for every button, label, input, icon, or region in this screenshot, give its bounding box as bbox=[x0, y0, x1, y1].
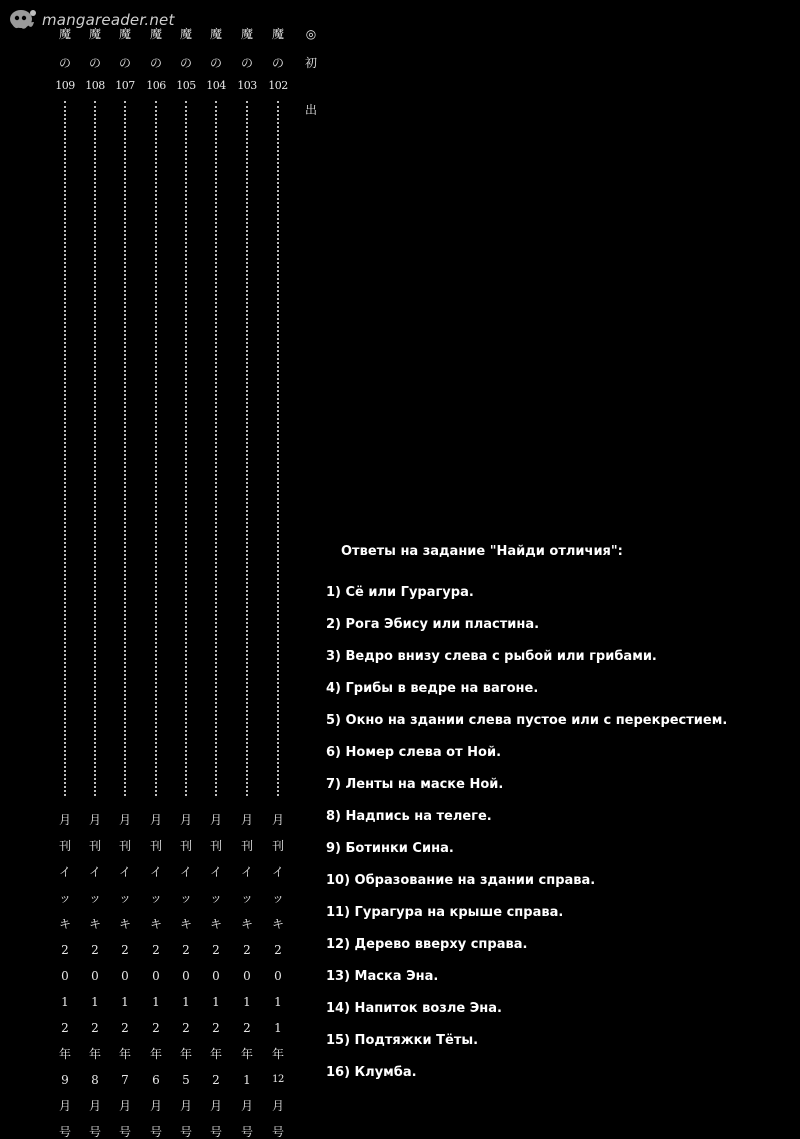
credit-issue-glyph: 1 bbox=[152, 995, 160, 1009]
credit-issue-glyph: キ bbox=[209, 917, 222, 931]
credit-issue-glyph: 2 bbox=[61, 943, 69, 957]
credit-top-glyph: の bbox=[271, 56, 284, 70]
credit-issue-glyph: 0 bbox=[243, 969, 251, 983]
credit-issue-glyph: 月 bbox=[118, 1099, 131, 1113]
credit-chapter-number: 102 bbox=[268, 79, 288, 92]
credit-issue-glyph: キ bbox=[118, 917, 131, 931]
first-pub-glyph: 初 bbox=[304, 56, 317, 70]
credit-issue-glyph: ッ bbox=[88, 891, 101, 905]
credit-issue-glyph: 月 bbox=[58, 813, 71, 827]
credit-issue-glyph: 1 bbox=[61, 995, 69, 1009]
credit-issue-glyph: 号 bbox=[209, 1125, 222, 1139]
credit-issue-glyph: 9 bbox=[61, 1073, 69, 1087]
credit-issue-glyph: 0 bbox=[212, 969, 220, 983]
credit-issue-glyph: ッ bbox=[271, 891, 284, 905]
answer-item: 5) Окно на здании слева пустое или с перекрестием. bbox=[326, 713, 728, 728]
credit-issue-glyph: イ bbox=[209, 865, 222, 879]
credit-issue-glyph: 0 bbox=[152, 969, 160, 983]
credit-top-glyph: 魔 bbox=[58, 27, 71, 41]
answer-item: 8) Надпись на телеге. bbox=[326, 809, 492, 824]
answer-item: 12) Дерево вверху справа. bbox=[326, 937, 528, 952]
credit-issue-glyph: 月 bbox=[209, 813, 222, 827]
credit-issue-glyph: 号 bbox=[179, 1125, 192, 1139]
credit-issue-glyph: ッ bbox=[209, 891, 222, 905]
credit-issue-glyph: 月 bbox=[271, 813, 284, 827]
credit-issue-glyph: 刊 bbox=[240, 839, 253, 853]
answer-item: 10) Образование на здании справа. bbox=[326, 873, 596, 888]
credit-issue-glyph: 月 bbox=[118, 813, 131, 827]
credit-issue-glyph: 年 bbox=[179, 1047, 192, 1061]
credit-issue-glyph: ッ bbox=[58, 891, 71, 905]
answer-item: 9) Ботинки Сина. bbox=[326, 841, 454, 856]
credit-issue-glyph: 2 bbox=[91, 943, 99, 957]
answer-item: 1) Сё или Гурагура. bbox=[326, 585, 474, 600]
credit-issue-glyph: イ bbox=[149, 865, 162, 879]
credit-issue-glyph: 2 bbox=[212, 1073, 220, 1087]
credit-top-glyph: 魔 bbox=[88, 27, 101, 41]
credit-issue-glyph: イ bbox=[88, 865, 101, 879]
first-pub-glyph: 出 bbox=[304, 103, 317, 117]
credit-issue-glyph: 年 bbox=[240, 1047, 253, 1061]
dotted-leader bbox=[64, 101, 66, 796]
credit-issue-glyph: キ bbox=[58, 917, 71, 931]
credit-issue-glyph: 刊 bbox=[271, 839, 284, 853]
credit-chapter-number: 108 bbox=[85, 79, 105, 92]
dotted-leader bbox=[185, 101, 187, 796]
credit-issue-glyph: 月 bbox=[209, 1099, 222, 1113]
credit-issue-glyph: 月 bbox=[58, 1099, 71, 1113]
credit-issue-glyph: 年 bbox=[271, 1047, 284, 1061]
credit-issue-glyph: 1 bbox=[243, 995, 251, 1009]
credit-chapter-number: 105 bbox=[176, 79, 196, 92]
answer-item: 14) Напиток возле Эна. bbox=[326, 1001, 502, 1016]
answer-item: 11) Гурагура на крыше справа. bbox=[326, 905, 564, 920]
credit-issue-glyph: 2 bbox=[91, 1021, 99, 1035]
credit-issue-glyph: 月 bbox=[271, 1099, 284, 1113]
credit-issue-glyph: 2 bbox=[212, 943, 220, 957]
answer-item: 2) Рога Эбису или пластина. bbox=[326, 617, 540, 632]
credit-issue-glyph: 1 bbox=[274, 995, 282, 1009]
credit-issue-glyph: イ bbox=[118, 865, 131, 879]
answer-item: 6) Номер слева от Ной. bbox=[326, 745, 502, 760]
credit-issue-glyph: 2 bbox=[182, 943, 190, 957]
credit-top-glyph: の bbox=[240, 56, 253, 70]
ghost-logo-icon bbox=[8, 7, 38, 33]
answer-item: 15) Подтяжки Тёты. bbox=[326, 1033, 479, 1048]
credit-top-glyph: の bbox=[149, 56, 162, 70]
credit-issue-glyph: 年 bbox=[209, 1047, 222, 1061]
credit-issue-glyph: 月 bbox=[88, 1099, 101, 1113]
credit-chapter-number: 104 bbox=[206, 79, 226, 92]
credit-issue-glyph: ッ bbox=[118, 891, 131, 905]
first-pub-glyph: ◎ bbox=[305, 27, 317, 41]
credit-issue-glyph: 0 bbox=[121, 969, 129, 983]
credit-issue-glyph: 12 bbox=[272, 1074, 284, 1085]
credit-chapter-number: 103 bbox=[237, 79, 257, 92]
credit-issue-glyph: 月 bbox=[179, 1099, 192, 1113]
credit-issue-glyph: 号 bbox=[118, 1125, 131, 1139]
credit-top-glyph: の bbox=[88, 56, 101, 70]
credit-issue-glyph: 号 bbox=[271, 1125, 284, 1139]
credit-issue-glyph: 1 bbox=[212, 995, 220, 1009]
credit-chapter-number: 109 bbox=[55, 79, 75, 92]
credit-top-glyph: の bbox=[118, 56, 131, 70]
credit-issue-glyph: 月 bbox=[179, 813, 192, 827]
credit-issue-glyph: 2 bbox=[121, 943, 129, 957]
credit-issue-glyph: 年 bbox=[58, 1047, 71, 1061]
credit-issue-glyph: 6 bbox=[152, 1073, 160, 1087]
credit-issue-glyph: 2 bbox=[152, 1021, 160, 1035]
credit-issue-glyph: イ bbox=[58, 865, 71, 879]
credit-top-glyph: 魔 bbox=[209, 27, 222, 41]
watermark-text: mangareader.net bbox=[42, 11, 175, 29]
credit-issue-glyph: 月 bbox=[240, 1099, 253, 1113]
credit-issue-glyph: 号 bbox=[149, 1125, 162, 1139]
credit-issue-glyph: 2 bbox=[212, 1021, 220, 1035]
credit-issue-glyph: 刊 bbox=[179, 839, 192, 853]
credit-issue-glyph: 刊 bbox=[209, 839, 222, 853]
answer-item: 4) Грибы в ведре на вагоне. bbox=[326, 681, 539, 696]
dotted-leader bbox=[94, 101, 96, 796]
credit-issue-glyph: 1 bbox=[274, 1021, 282, 1035]
credit-issue-glyph: 0 bbox=[91, 969, 99, 983]
credit-issue-glyph: 刊 bbox=[58, 839, 71, 853]
credit-issue-glyph: 0 bbox=[182, 969, 190, 983]
credit-issue-glyph: イ bbox=[271, 865, 284, 879]
credit-issue-glyph: キ bbox=[88, 917, 101, 931]
credit-top-glyph: の bbox=[179, 56, 192, 70]
credit-issue-glyph: 号 bbox=[88, 1125, 101, 1139]
credit-issue-glyph: 年 bbox=[149, 1047, 162, 1061]
dotted-leader bbox=[277, 101, 279, 796]
credit-issue-glyph: 号 bbox=[58, 1125, 71, 1139]
answers-title: Ответы на задание "Найди отличия": bbox=[341, 544, 623, 559]
credit-top-glyph: 魔 bbox=[118, 27, 131, 41]
credit-top-glyph: 魔 bbox=[149, 27, 162, 41]
credit-issue-glyph: 1 bbox=[243, 1073, 251, 1087]
credit-issue-glyph: 号 bbox=[240, 1125, 253, 1139]
credit-issue-glyph: 年 bbox=[88, 1047, 101, 1061]
credit-issue-glyph: 0 bbox=[61, 969, 69, 983]
credit-issue-glyph: ッ bbox=[240, 891, 253, 905]
credit-issue-glyph: 2 bbox=[61, 1021, 69, 1035]
credit-issue-glyph: ッ bbox=[149, 891, 162, 905]
credit-issue-glyph: 0 bbox=[274, 969, 282, 983]
credit-issue-glyph: 年 bbox=[118, 1047, 131, 1061]
credit-top-glyph: 魔 bbox=[240, 27, 253, 41]
dotted-leader bbox=[155, 101, 157, 796]
credit-issue-glyph: 月 bbox=[149, 1099, 162, 1113]
credit-issue-glyph: 月 bbox=[149, 813, 162, 827]
credit-issue-glyph: キ bbox=[271, 917, 284, 931]
credit-issue-glyph: キ bbox=[240, 917, 253, 931]
credit-issue-glyph: イ bbox=[179, 865, 192, 879]
dotted-leader bbox=[215, 101, 217, 796]
credit-top-glyph: 魔 bbox=[271, 27, 284, 41]
credit-issue-glyph: 8 bbox=[91, 1073, 99, 1087]
credit-issue-glyph: キ bbox=[149, 917, 162, 931]
credit-issue-glyph: 月 bbox=[240, 813, 253, 827]
credit-issue-glyph: 1 bbox=[121, 995, 129, 1009]
credit-top-glyph: 魔 bbox=[179, 27, 192, 41]
credit-issue-glyph: 2 bbox=[243, 1021, 251, 1035]
answer-item: 13) Маска Эна. bbox=[326, 969, 439, 984]
credit-issue-glyph: ッ bbox=[179, 891, 192, 905]
credit-chapter-number: 107 bbox=[115, 79, 135, 92]
credit-issue-glyph: 1 bbox=[91, 995, 99, 1009]
credit-issue-glyph: 2 bbox=[182, 1021, 190, 1035]
credit-issue-glyph: 1 bbox=[182, 995, 190, 1009]
credit-issue-glyph: 2 bbox=[274, 943, 282, 957]
answer-item: 16) Клумба. bbox=[326, 1065, 417, 1080]
answer-item: 7) Ленты на маске Ной. bbox=[326, 777, 504, 792]
answer-item: 3) Ведро внизу слева с рыбой или грибами. bbox=[326, 649, 657, 664]
credit-issue-glyph: イ bbox=[240, 865, 253, 879]
credit-issue-glyph: 刊 bbox=[118, 839, 131, 853]
credit-top-glyph: の bbox=[58, 56, 71, 70]
credit-issue-glyph: 7 bbox=[121, 1073, 129, 1087]
credit-chapter-number: 106 bbox=[146, 79, 166, 92]
credit-issue-glyph: 5 bbox=[182, 1073, 190, 1087]
dotted-leader bbox=[246, 101, 248, 796]
dotted-leader bbox=[124, 101, 126, 796]
credit-issue-glyph: 月 bbox=[88, 813, 101, 827]
credit-top-glyph: の bbox=[209, 56, 222, 70]
credit-issue-glyph: 2 bbox=[152, 943, 160, 957]
credit-issue-glyph: 刊 bbox=[88, 839, 101, 853]
credit-issue-glyph: 2 bbox=[121, 1021, 129, 1035]
credit-issue-glyph: キ bbox=[179, 917, 192, 931]
credit-issue-glyph: 刊 bbox=[149, 839, 162, 853]
credit-issue-glyph: 2 bbox=[243, 943, 251, 957]
